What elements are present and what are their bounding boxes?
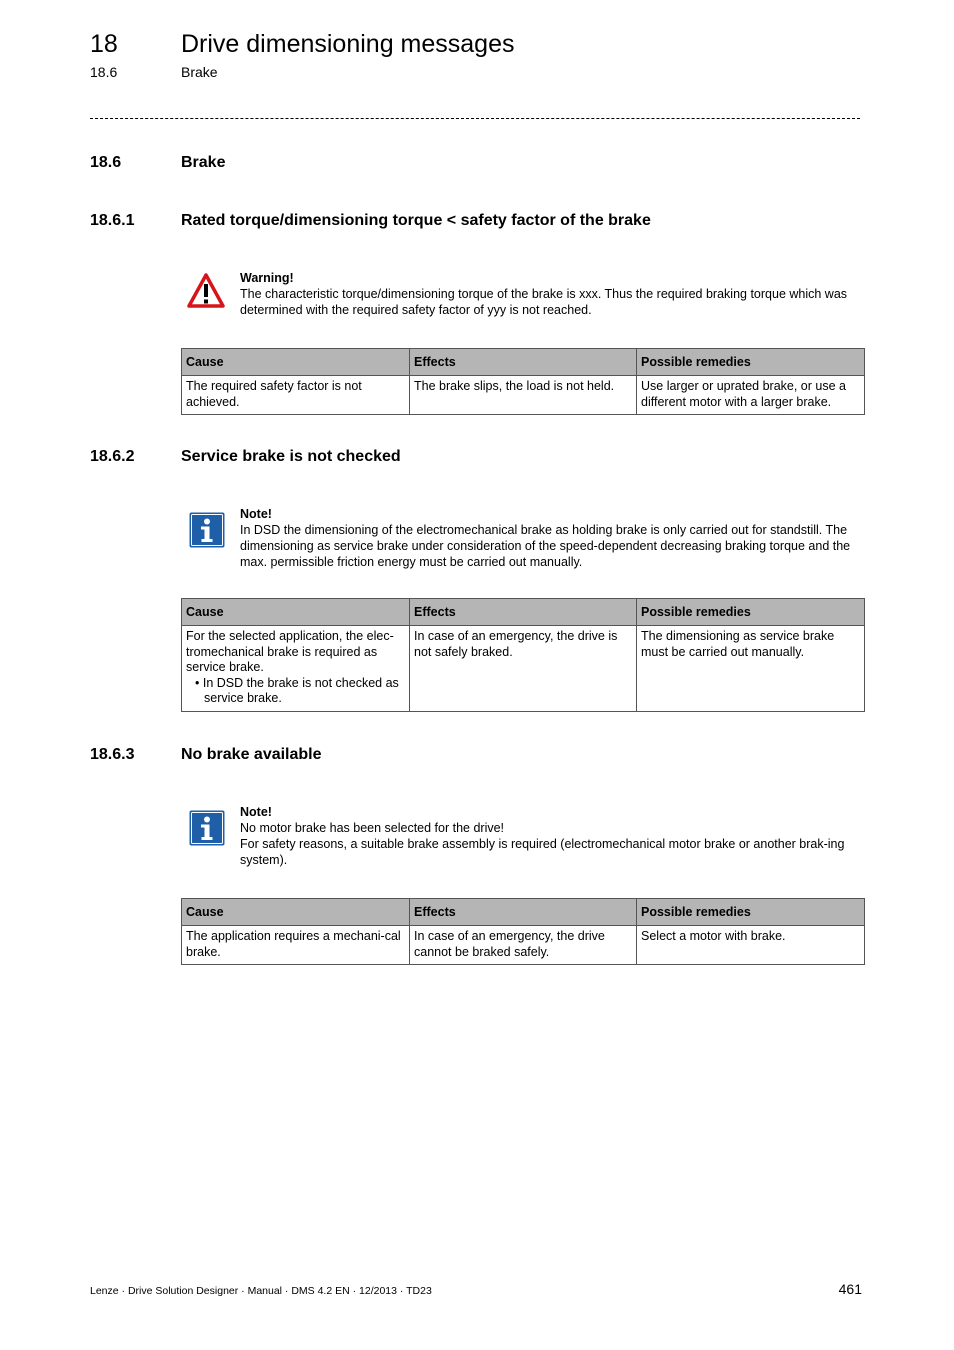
cause-cell [182,626,410,712]
column-header-effects: Effects [410,349,637,376]
remedies-cell: Select a motor with brake. [637,926,865,965]
cause-cell: The required safety factor is not achieved. [182,376,410,415]
callout-body: In DSD the dimensioning of the electromechanical brake as holding brake is only carried out for standstill. The dimensioning as service brake under consideration of the speed-dependent decreasing braking torque and the max. permissible friction energy must be carried out manually. [240,523,851,569]
column-header-effects: Effects [410,899,637,926]
note-callout [186,506,866,572]
subsection-title: No brake available [181,746,322,763]
cause-text: For the selected application, the elec-tromechanical brake is required as service brake. [186,629,394,675]
chapter-number: 18 [90,30,118,58]
info-icon [189,810,225,851]
column-header-cause: Cause [182,899,410,926]
message-table-2 [181,598,865,712]
remedies-cell: Use larger or uprated brake, or use a different motor with a larger brake. [637,376,865,415]
info-icon [189,512,225,553]
table-row [182,626,865,712]
column-header-effects: Effects [410,599,637,626]
column-header-remedies: Possible remedies [637,899,865,926]
section-title: Brake [181,154,226,171]
callout-line-2: For safety reasons, a suitable brake assembly is required (electromechanical motor brake or another brak-ing system). [240,837,845,867]
header-section-number: 18.6 [90,64,118,80]
table-header-row [182,899,865,926]
subsection-number: 18.6.1 [90,212,135,229]
message-table-3 [181,898,865,965]
table-row [182,926,865,965]
note-callout [186,804,866,870]
subsection-title: Rated torque/dimensioning torque < safety factor of the brake [181,212,651,229]
subsection-number: 18.6.3 [90,746,135,763]
cause-cell: The application requires a mechani-cal brake. [182,926,410,965]
table-row [182,376,865,415]
warning-triangle-icon [186,270,226,315]
column-header-remedies: Possible remedies [637,599,865,626]
table-header-row [182,599,865,626]
header-divider [90,118,860,119]
page-number: 461 [838,1281,862,1297]
table-header-row [182,349,865,376]
remedies-cell: The dimensioning as service brake must be carried out manually. [637,626,865,712]
footer-text: Lenze · Drive Solution Designer · Manual · DMS 4.2 EN · 12/2013 · TD23 [90,1285,432,1297]
callout-body: The characteristic torque/dimensioning torque of the brake is xxx. Thus the required braking torque which was determined with the required safety factor of yyy is not reached. [240,287,848,317]
callout-title: Warning! [240,271,294,285]
column-header-cause: Cause [182,349,410,376]
callout-title: Note! [240,507,272,521]
subsection-number: 18.6.2 [90,448,135,465]
subsection-title: Service brake is not checked [181,448,401,465]
message-table-1 [181,348,865,415]
effects-cell: In case of an emergency, the drive cannot be braked safely. [410,926,637,965]
cause-bullet: • In DSD the brake is not checked as service brake. [195,675,399,706]
section-number: 18.6 [90,154,122,171]
header-section-title: Brake [181,64,218,80]
callout-title: Note! [240,805,272,819]
callout-line-1: No motor brake has been selected for the drive! [240,821,505,835]
column-header-remedies: Possible remedies [637,349,865,376]
effects-cell: The brake slips, the load is not held. [410,376,637,415]
column-header-cause: Cause [182,599,410,626]
effects-cell: In case of an emergency, the drive is not safely braked. [410,626,637,712]
chapter-title: Drive dimensioning messages [181,30,515,58]
warning-callout [186,270,866,320]
